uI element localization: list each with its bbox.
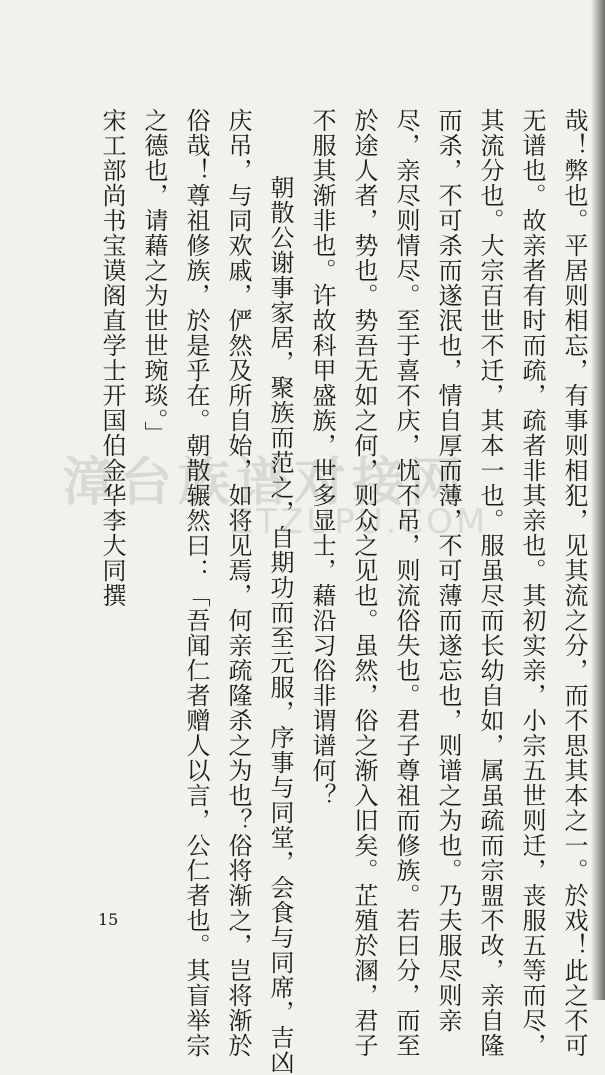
- text-column-4: 而杀，不可杀而遂泯也，情自厚而薄，不可薄而遂忘也，则谱之为也。乃夫服尽则亲: [434, 108, 462, 1033]
- text-column-9: 庆吊，与同欢戚，俨然及所自始，如将见焉，何亲疏隆杀之为也？俗将渐之，岂将渐於: [224, 108, 252, 1058]
- text-column-3: 其流分也。大宗百世不迁，其本一也。服虽尽而长幼自如，属虽疏而宗盟不改，亲自隆: [476, 108, 504, 1058]
- watermark-url: ZTZUPU.COM: [230, 502, 489, 542]
- text-column-5: 尽，亲尽则情尽。至于喜不庆，忧不吊，则流俗失也。君子尊祖而修族。若曰分，而至: [392, 108, 420, 1058]
- text-column-8: 朝散公谢事家居，聚族而范之，自期功而至元服，序事与同堂，会食与同席，吉凶: [266, 150, 294, 1075]
- author-signature-column: 宋工部尚书宝谟阁直学士开国伯金华李大同撰: [98, 108, 126, 608]
- text-column-2: 无谱也。故亲者有时而疏，疏者非其亲也。其初实亲，小宗五世则迁，丧服五等而尽，: [518, 108, 546, 1058]
- text-column-6: 於途人者，势也。势吾无如之何，则众之见也。虽然，俗之渐入旧矣。芷殖於溷，君子: [350, 108, 378, 1058]
- text-column-11: 之德也，请藉之为世世琬琰。」: [140, 108, 168, 446]
- text-column-10: 俗哉！尊祖修族，於是乎在。朝散辗然曰：「吾闻仁者赠人以言，公仁者也。其盲举宗: [182, 108, 210, 1058]
- watermark-text: 漳台族谱对接网: [62, 453, 469, 513]
- text-column-1: 哉！弊也。平居则相忘，有事则相犯，见其流之分，而不思其本之一。於戏！此之不可: [560, 108, 588, 1058]
- text-column-7: 不服其渐非也。许故科甲盛族，世多显士，藉沿习俗非谓谱何？: [308, 108, 336, 808]
- page-number: 15: [98, 910, 119, 929]
- binding-edge-shadow: [591, 0, 605, 1000]
